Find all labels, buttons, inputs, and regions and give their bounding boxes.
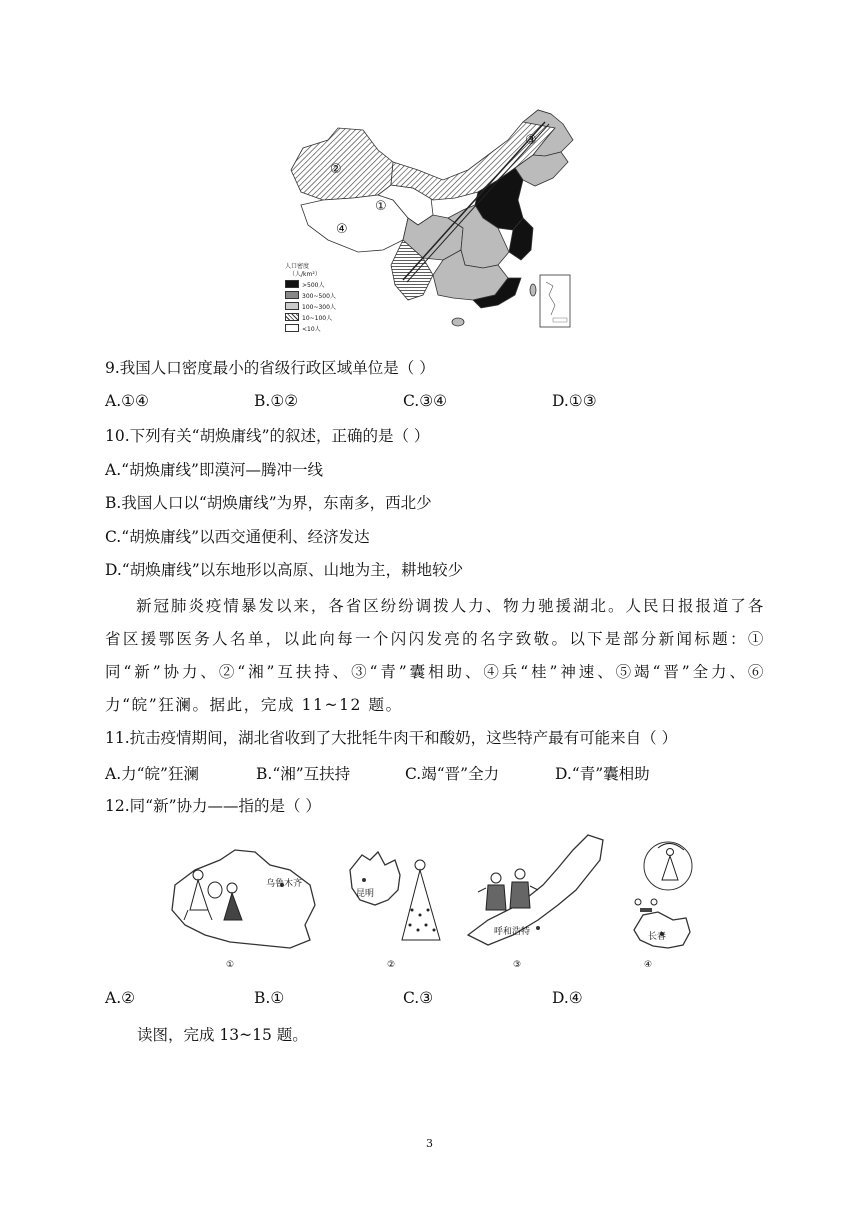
next-section-prompt: 读图，完成 13~15 题。	[137, 1026, 308, 1044]
q12-illustrations	[160, 830, 700, 975]
region-hainan	[452, 318, 464, 326]
region-label-4: ④	[336, 222, 348, 237]
q10-option-a: A.“胡焕庸线”即漠河—腾冲一线	[105, 461, 323, 479]
q10-option-d: D.“胡焕庸线”以东地形以高原、山地为主，耕地较少	[105, 561, 464, 579]
legend-item: 10~100人	[302, 314, 333, 322]
legend-swatch-4	[285, 313, 299, 321]
city-label-kunming: 昆明	[356, 889, 375, 899]
q12-stem: 12.同“新”协力——指的是（ ）	[105, 797, 321, 815]
q12-image-2	[340, 830, 460, 975]
page-number: 3	[426, 1137, 433, 1150]
image-number-2: ②	[387, 960, 396, 970]
legend-title: 人口密度	[285, 263, 310, 270]
q10-option-c: C.“胡焕庸线”以西交通便利、经济发达	[105, 528, 370, 546]
legend-swatch-3	[285, 302, 299, 310]
population-density-map	[283, 100, 583, 340]
city-label-changchun: 长春	[648, 932, 667, 942]
q12-image-4	[628, 830, 700, 975]
q11-stem: 11.抗击疫情期间，湖北省收到了大批牦牛肉干和酸奶，这些特产最有可能来自（ ）	[105, 729, 678, 747]
legend-item: <10人	[302, 325, 321, 333]
q12-image-1	[160, 830, 322, 975]
passage: 新冠肺炎疫情暴发以来，各省区纷纷调拨人力、物力驰援湖北。人民日报报道了各省区援鄂医务人名单，以此向每一个闪闪发亮的名字致敬。以下是部分新闻标题：①同“新”协力、②“湘”互扶持、③“青”囊相助、④兵“桂”神速、⑤竭“晋”全力、⑥力“皖”狂澜。据此，完成 11~12 题。	[105, 597, 765, 714]
q9-option-b: B.①②	[254, 392, 299, 410]
q9-option-c: C.③④	[403, 392, 448, 410]
city-label-urumqi: 乌鲁木齐	[266, 879, 303, 889]
jilin-outline	[628, 830, 700, 975]
legend-swatch-2	[285, 291, 299, 299]
image-number-1: ①	[226, 960, 235, 970]
legend-swatch-1	[285, 280, 299, 288]
legend-swatch-5	[285, 324, 299, 332]
xinjiang-outline	[160, 830, 322, 975]
q10-stem: 10.下列有关“胡焕庸线”的叙述，正确的是（ ）	[105, 427, 430, 445]
region-tibet	[301, 195, 408, 252]
legend-item: 100~300人	[302, 303, 336, 311]
city-label-hohhot: 呼和浩特	[494, 927, 531, 937]
q11-option-b: B.“湘”互扶持	[256, 765, 351, 783]
q12-option-d: D.④	[552, 989, 583, 1007]
region-xinjiang	[291, 128, 393, 200]
legend-item: 300~500人	[302, 292, 336, 300]
legend-item: >500人	[302, 281, 325, 289]
region-label-1: ①	[375, 199, 387, 214]
q12-image-3	[458, 830, 618, 975]
q12-option-b: B.①	[254, 989, 285, 1007]
region-taiwan	[530, 284, 536, 296]
q9-option-d: D.①③	[552, 392, 597, 410]
region-label-2: ②	[330, 162, 342, 177]
q11-option-c: C.竭“晋”全力	[405, 765, 500, 783]
region-label-3: ③	[525, 133, 537, 148]
q9-stem: 9.我国人口密度最小的省级行政区域单位是（ ）	[105, 359, 435, 377]
q11-option-d: D.“青”囊相助	[555, 765, 650, 783]
image-number-4: ④	[644, 960, 653, 970]
yunnan-outline	[340, 830, 460, 975]
q10-option-b: B.我国人口以“胡焕庸线”为界，东南多，西北少	[105, 494, 432, 512]
inner-mongolia-outline	[458, 830, 618, 975]
q12-option-c: C.③	[403, 989, 434, 1007]
q11-option-a: A.力“皖”狂澜	[105, 765, 199, 783]
q12-option-a: A.②	[105, 989, 136, 1007]
q9-option-a: A.①④	[105, 392, 149, 410]
map-legend	[285, 263, 355, 334]
image-number-3: ③	[513, 960, 522, 970]
legend-unit: （人/km²）	[289, 271, 321, 278]
